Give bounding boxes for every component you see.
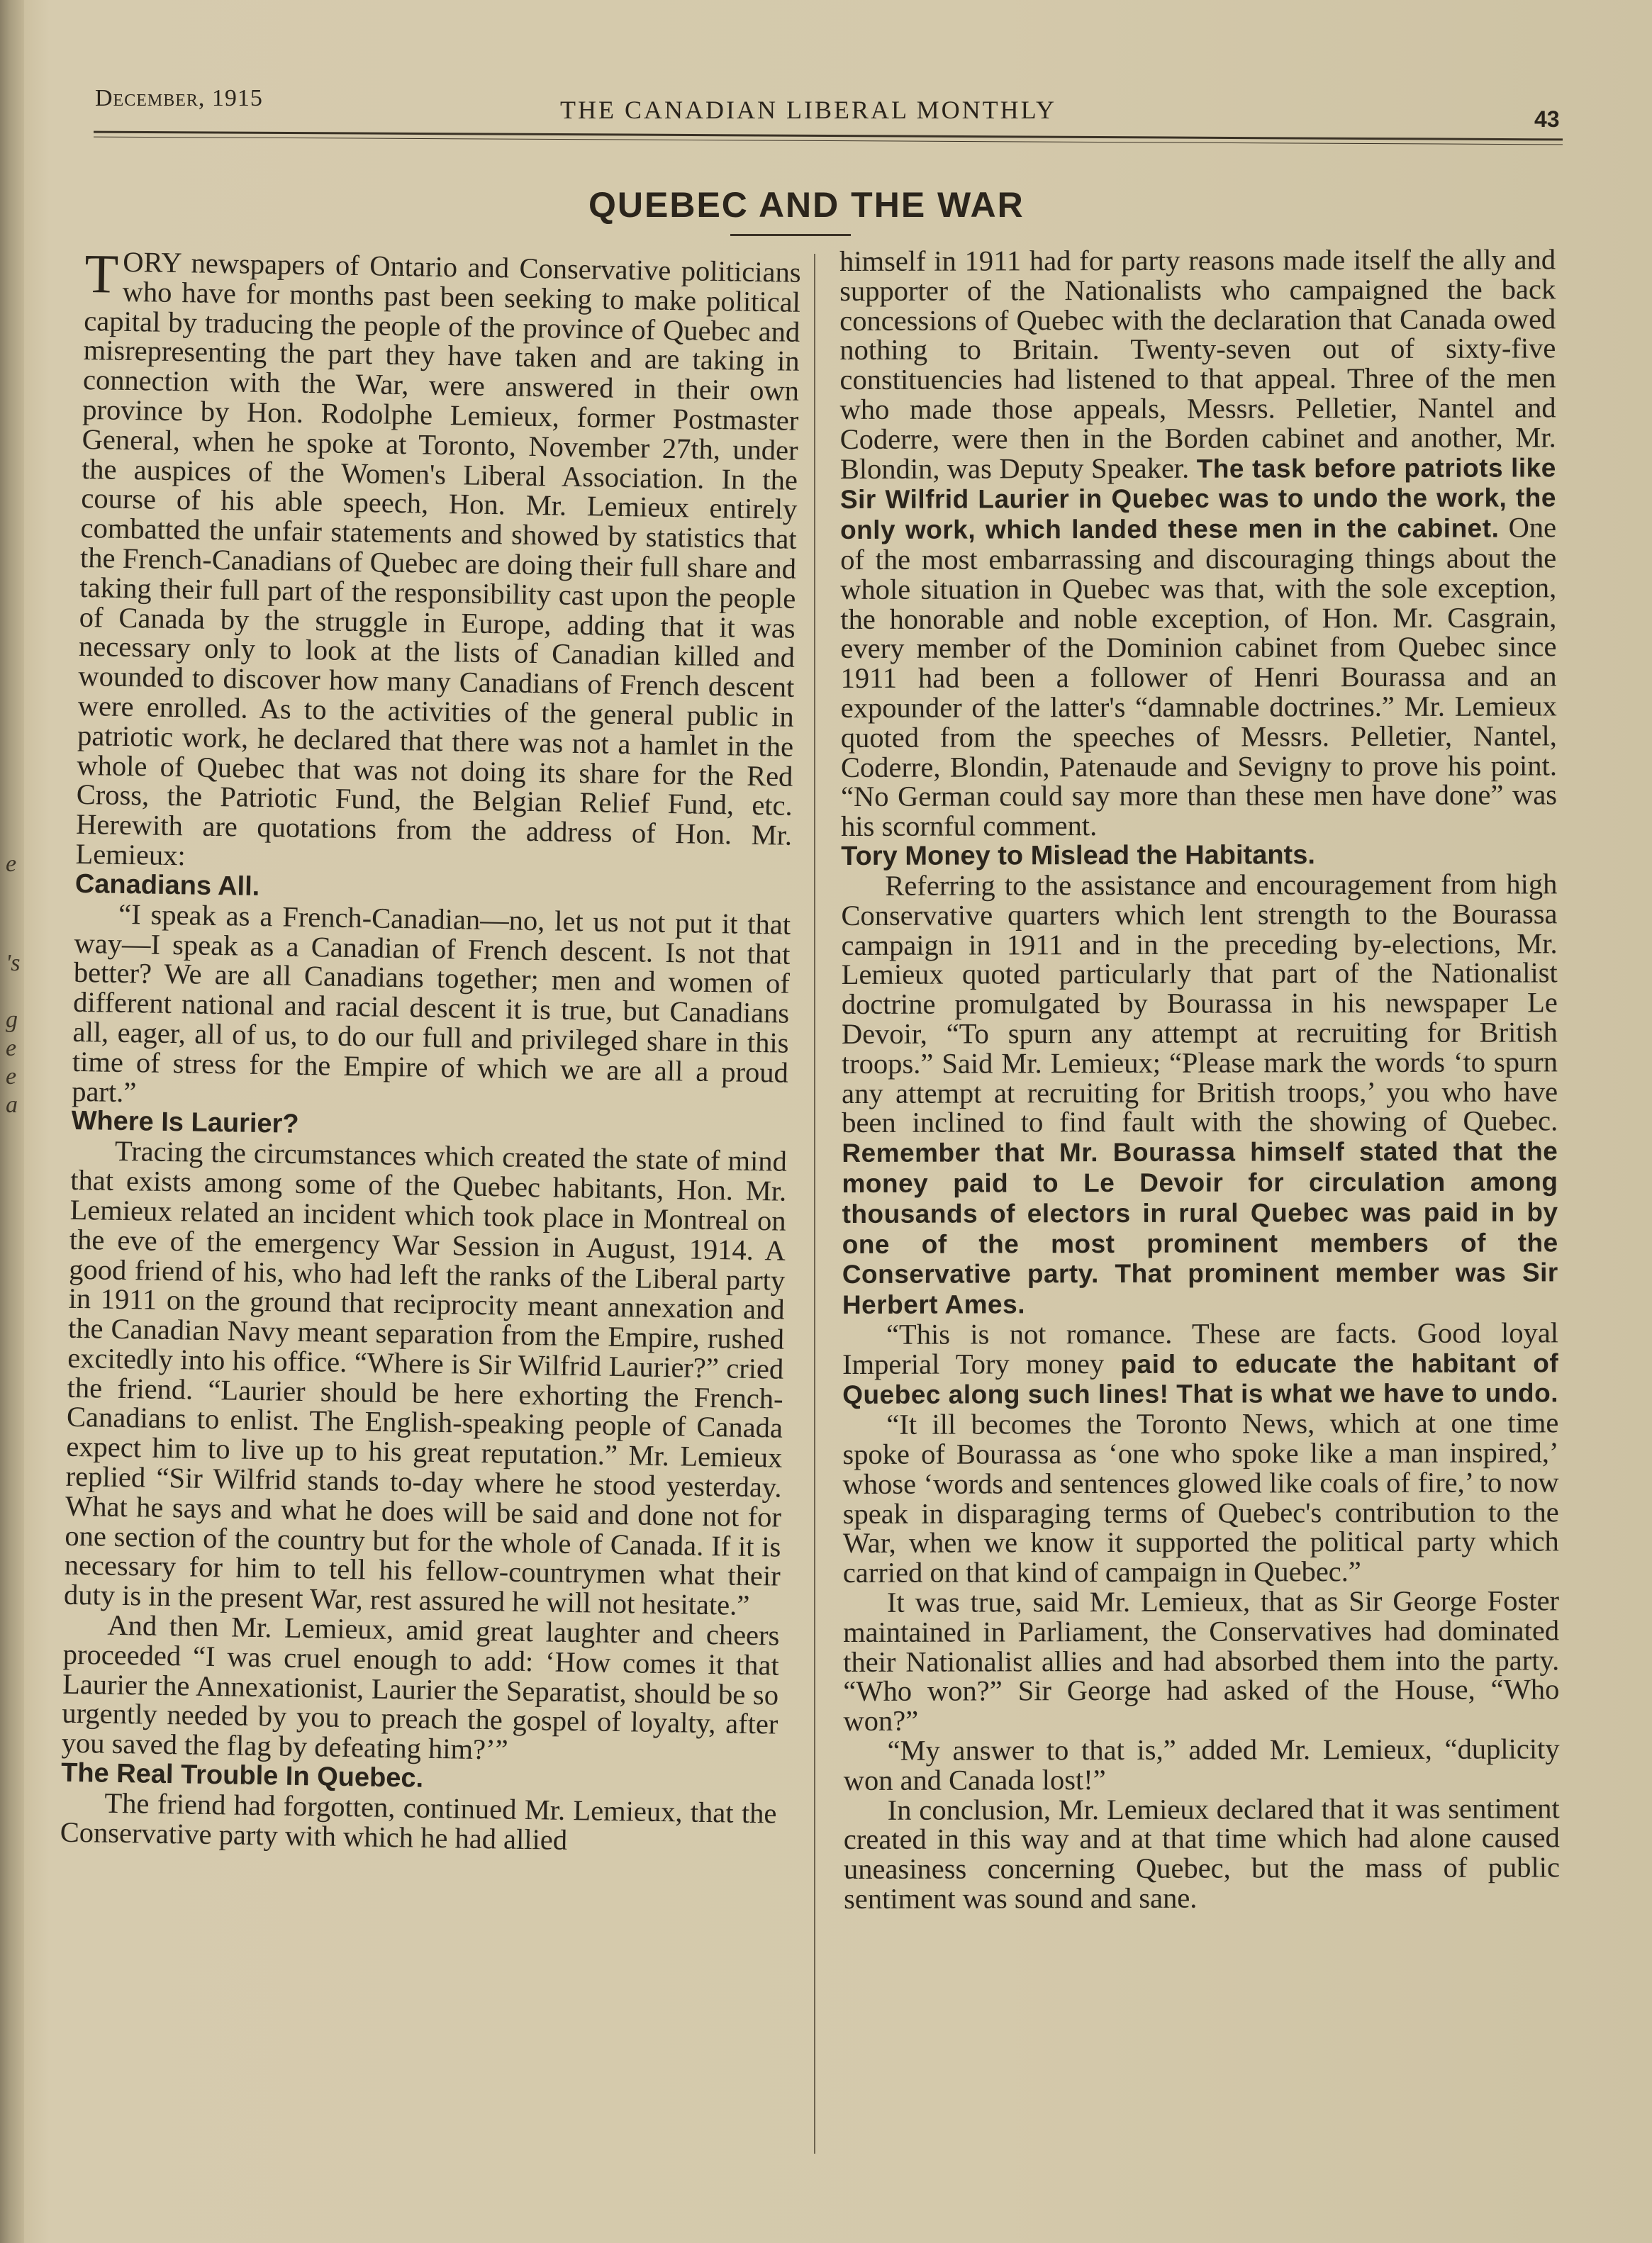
- subheading-canadians-all: Canadians All.: [74, 868, 260, 902]
- drop-cap: T: [84, 242, 119, 305]
- facing-page-margin-letters: [3, 0, 21, 2243]
- margin-letter: 's: [6, 950, 21, 976]
- article-title: QUEBEC AND THE WAR: [588, 185, 1025, 225]
- subheading-where-is-laurier: Where Is Laurier?: [71, 1106, 299, 1140]
- paragraph: The friend had forgotten, continued Mr. Lemieux, that the Conservative party with which he had allied: [60, 1786, 777, 1856]
- paragraph: “It ill becomes the Toronto News, which at one time spoke of Bourassa as ‘one who spoke like a man inspired,’ whose ‘words and sentences glowed like coals of fire,’ to now speak in disparaging terms of Quebec's contribution to the War, when we know it supported the political party which carried on that kind of campaign in Quebec.”: [842, 1406, 1559, 1589]
- bold-emphasis: The task before patriots like Sir Wilfrid Laurier in Quebec was to undo the work, the only work, which landed these men in the cabinet.: [839, 452, 1556, 545]
- paragraph: In conclusion, Mr. Lemieux declared that it was sentiment created in this way and at that time which had alone caused uneasiness concerning Quebec, but the mass of public sentiment was sound and sane.: [843, 1791, 1561, 1915]
- header-magazine-title: THE CANADIAN LIBERAL MONTHLY: [560, 96, 1056, 124]
- column-divider: [814, 254, 815, 2154]
- bold-emphasis: Remember that Mr. Bourassa himself stated that the money paid to Le Devoir for circulation among thousands of electors in rural Quebec was paid in by one of the most prominent members of the Conservative party. That prominent member was Sir Herbert Ames.: [842, 1136, 1558, 1320]
- paragraph-text: ORY newspapers of Ontario and Conservative politicians who have for months past been seeking to make political capital by traducing the people of the province of Quebec and misrepresenting the part they have taken and are taking in connection with the War, were answered in their own province by Hon. Rodolphe Lemieux, former Postmaster General, when he spoke at Toronto, November 27th, under the auspices of the Women's Liberal Association. In the course of his able speech, Hon. Mr. Lemieux entirely combatted the unfair statements and showed by statistics that the French-Canadians of Quebec are doing their full share and taking their full part of the responsibility cast upon the people of Canada by the struggle in Europe, adding that it was necessary only to look at the lists of Canadian killed and wounded to discover how many Canadians of French descent were enrolled. As to the activities of the general public in patriotic work, he declared that there was not a hamlet in the whole of Quebec that was not doing its share for the Red Cross, the Patriotic Fund, the Belgian Relief Fund, etc. Herewith are quotations from the address of Hon. Mr. Lemieux:: [75, 245, 801, 872]
- left-column: [60, 242, 801, 1858]
- paragraph-text: himself in 1911 had for party reasons made itself the ally and supporter of the Nationalists who campaigned the back concessions of Quebec with the declaration that Canada owed nothing to Britain. Twenty-seven out of sixty-five constituencies had listened to that appeal. Three of the men who made those appeals, Messrs. Pelletier, Nantel and Coderre, were then in the Borden cabinet and another, Mr. Blondin, was Deputy Speaker.: [839, 243, 1556, 485]
- paragraph: And then Mr. Lemieux, amid great laughter and cheers proceeded “I was cruel enough to add: ‘How comes it that Laurier the Annexationist, Laurier the Separatist, should be so urgently needed by you to preach the gospel of loyalty, after you saved the flag by defeating him?’”: [61, 1609, 780, 1766]
- paragraph: [839, 245, 1557, 841]
- margin-letter: e: [6, 851, 17, 877]
- margin-letter: g: [6, 1007, 18, 1033]
- title-rule: [730, 234, 851, 236]
- paragraph-text: One of the most embarrassing and discouraging things about the whole situation in Quebec was that, with the sole exception, the honorable and noble exception, of Hon. Mr. Casgrain, every member of the Dominion cabinet from Quebec since 1911 had been a follower of Henri Bourassa and an expounder of the latter's “damnable doctrines.” Mr. Lemieux quoted from the speeches of Messrs. Pelletier, Nantel, Coderre, Blondin, Patenaude and Sevigny to prove his point. “No German could say more than these men have done” was his scornful comment.: [840, 511, 1558, 843]
- paragraph: [841, 869, 1558, 1320]
- right-column: [839, 245, 1560, 1913]
- paragraph: It was true, said Mr. Lemieux, that as Sir George Foster maintained in Parliament, the Conservatives had dominated their Nationalist allies and had absorbed them into the party. “Who won?” Sir George had asked of the House, “Who won?”: [843, 1584, 1560, 1738]
- margin-letter: e: [6, 1035, 17, 1061]
- subheading-real-trouble: The Real Trouble In Quebec.: [60, 1757, 424, 1794]
- paragraph: [842, 1318, 1558, 1410]
- paragraph-intro: [75, 242, 801, 880]
- paragraph: “I speak as a French-Canadian—no, let us not put it that way—I speak as a Canadian of French descent. Is not that better? We are all Canadians together; men and women of different national and racial descent it is true, but Canadians all, eager, all of us, to do our full and privileged share in this time of stress for the Empire of which we are all a proud part.”: [71, 897, 791, 1108]
- margin-letter: a: [6, 1092, 18, 1118]
- paragraph-text: Referring to the assistance and encouragement from high Conservative quarters which lent strength to the Bourassa campaign in 1911 and in the preceding by-elections, Mr. Lemieux quoted particularly that part of the Nationalist doctrine promulgated by Bourassa in his newspaper Le Devoir, “To spurn any attempt at recruiting for British troops.” Said Mr. Lemieux; “Please mark the words ‘to spurn any attempt at recruiting for British troops,’ you who have been inclined to find fault with the showing of Quebec.: [841, 868, 1558, 1139]
- margin-letter: e: [6, 1063, 17, 1090]
- subheading-tory-money: Tory Money to Mislead the Habitants.: [841, 840, 1315, 871]
- paragraph: “My answer to that is,” added Mr. Lemieux, “duplicity won and Canada lost!”: [843, 1733, 1560, 1796]
- header-date: December, 1915: [95, 85, 263, 111]
- paragraph-text: “This is not romance. These are facts. Good loyal Imperial Tory money: [842, 1316, 1559, 1380]
- page-number: 43: [1534, 106, 1560, 132]
- bold-emphasis: paid to educate the habitant of Quebec along such lines! That is what we have to undo.: [842, 1348, 1559, 1410]
- paragraph: Tracing the circumstances which created the state of mind that exists among some of the Quebec habitants, Hon. Mr. Lemieux related an incident which took place in Montreal on the eve of the emergency War Session in August, 1914. A good friend of his, who had left the ranks of the Liberal party in 1911 on the ground that reciprocity meant annexation and the Canadian Navy meant separation from the Empire, rushed excitedly into his office. “Where is Sir Wilfrid Laurier?” cried the friend. “Laurier should be here exhorting the French-Canadians to enlist. The English-speaking people of Canada expect him to live up to his great reputation.” Mr. Lemieux replied “Sir Wilfrid stands to-day where he stood yesterday. What he says and what he does will be said and done not for one section of the country but for the whole of Canada. If it is necessary for him to tell his fellow-countrymen what their duty is in the present War, rest assured he will not hesitate.”: [63, 1135, 788, 1622]
